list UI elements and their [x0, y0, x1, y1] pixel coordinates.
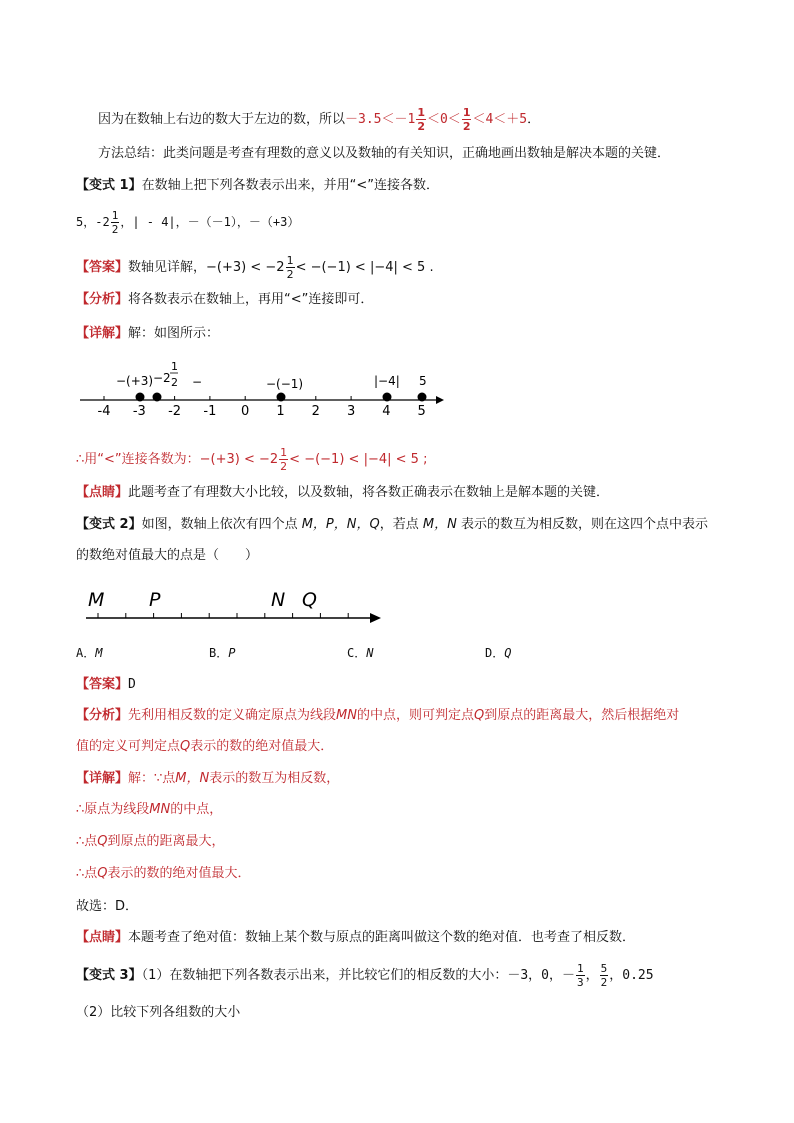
- comment-1: 【点睛】此题考查了有理数大小比较，以及数轴，将各数正确表示在数轴上是解本题的关键．: [76, 485, 610, 500]
- variant-1-question: 【变式 1】在数轴上把下列各数表示出来，并用“<”连接各数．: [76, 178, 439, 193]
- variant-3-part-2: （2）比较下列各组数的大小: [76, 1005, 241, 1020]
- variant-3-question: 【变式 3】（1）在数轴把下列各数表示出来，并比较它们的相反数的大小：－3，0，－ $\frac{1}{3}$ ， $\frac{5}{2}$ ，0.25: [76, 962, 654, 989]
- number-line-1: [76, 355, 456, 420]
- tick-label: 5: [417, 404, 426, 419]
- fraction-half: $\frac{1}{2}$: [462, 106, 471, 133]
- svg-text:2: 2: [171, 376, 178, 389]
- answer-1: 【答案】数轴见详解，−(+3) < −2 $\frac{1}{2}$ < −(−1) < |−4| < 5 .: [76, 254, 434, 281]
- svg-text:|−4|: |−4|: [374, 374, 400, 388]
- variant-2-question: 【变式 2】如图，数轴上依次有四个点 M，P，N，Q，若点 M，N 表示的数互为相反数，则在这四个点中表示: [76, 517, 708, 532]
- point-5: [418, 393, 427, 402]
- point-4: [383, 393, 392, 402]
- conclusion-line: 因为在数轴上右边的数大于左边的数，所以－3.5＜－1 $\frac{1}{2}$ ＜0＜ $\frac{1}{2}$ ＜4＜＋5．: [98, 106, 541, 133]
- option-c[interactable]: C．N: [347, 646, 374, 660]
- conclusion-1: ∴用“<”连接各数为：−(+3) < −2 $\frac{1}{2}$ < −(−1) < |−4| < 5 ;: [76, 446, 428, 473]
- svg-text:5: 5: [419, 374, 427, 388]
- svg-text:−: −: [192, 375, 203, 389]
- tick-label: -3: [132, 404, 146, 419]
- analysis-2: 【分析】先利用相反数的定义确定原点为线段MN的中点，则可判定点Q到原点的距离最大，然后根据绝对: [76, 708, 680, 723]
- step-2: ∴原点为线段MN的中点，: [76, 802, 223, 817]
- method-summary: 方法总结：此类问题是考查有理数的意义以及数轴的有关知识，正确地画出数轴是解决本题的关键．: [98, 146, 671, 161]
- detail-2: 【详解】解：∵点M，N表示的数互为相反数，: [76, 771, 340, 786]
- tick-label: -2: [168, 404, 182, 419]
- svg-text:−2: −2: [153, 371, 171, 385]
- fraction-half: $\frac{1}{2}$: [417, 106, 425, 133]
- tick-label: 1: [276, 404, 285, 419]
- inequality-a: －3.5＜－1: [345, 112, 416, 127]
- tick-label: 2: [311, 404, 320, 419]
- step-4: ∴点Q表示的数的绝对值最大．: [76, 866, 251, 881]
- svg-text:−(−1): −(−1): [266, 377, 304, 391]
- number-line-2: [76, 585, 396, 630]
- analysis-2-line2: 值的定义可判定点Q表示的数的绝对值最大．: [76, 739, 334, 754]
- label-P: P: [149, 589, 161, 611]
- step-3: ∴点Q到原点的距离最大，: [76, 834, 225, 849]
- tick-label: 3: [346, 404, 356, 419]
- tick-label: 4: [382, 404, 391, 419]
- label-N: N: [271, 589, 286, 611]
- label-Q: Q: [302, 589, 317, 611]
- analysis-1: 【分析】将各数表示在数轴上，再用“<”连接即可．: [76, 292, 374, 307]
- answer-2: 【答案】D: [76, 677, 136, 692]
- variant-2-question-line2: 的数绝对值最大的点是（ ）: [76, 548, 259, 563]
- tick-label: -4: [97, 404, 111, 419]
- option-d[interactable]: D．Q: [485, 646, 512, 660]
- variant-1-numbers: 5，-2 $\frac{1}{2}$ ，| - 4|，－（－1），－（+3）: [76, 209, 300, 236]
- option-b[interactable]: B．P: [209, 646, 236, 660]
- choose-line: 故选：D．: [76, 899, 139, 914]
- point-neg-3: [136, 393, 145, 402]
- tick-label: -1: [203, 404, 217, 419]
- detail-1: 【详解】解：如图所示：: [76, 326, 220, 341]
- tick-label: 0: [241, 404, 250, 419]
- point-neg-2-half: [153, 393, 162, 402]
- comment-2: 【点睛】本题考查了绝对值：数轴上某个数与原点的距离叫做这个数的绝对值．也考查了相反数．: [76, 930, 636, 945]
- label-M: M: [88, 589, 105, 611]
- option-a[interactable]: A．M: [76, 646, 103, 660]
- point-1: [277, 393, 286, 402]
- svg-text:−(+3): −(+3): [116, 374, 154, 388]
- svg-text:1: 1: [171, 360, 178, 373]
